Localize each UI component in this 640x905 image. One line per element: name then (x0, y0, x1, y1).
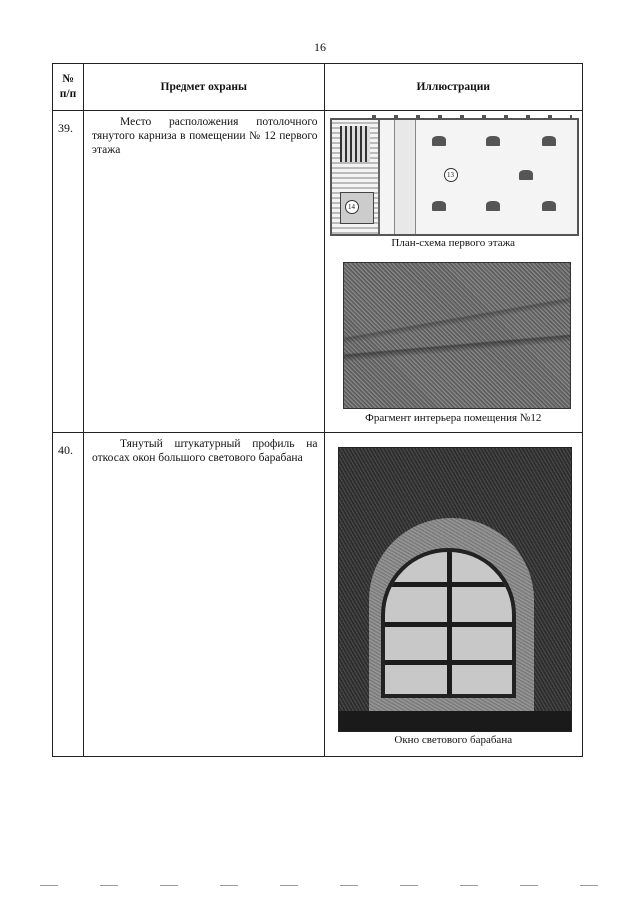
illustration-caption: Окно светового барабана (394, 734, 513, 746)
plan-ornament (432, 136, 446, 146)
row-illustrations (324, 111, 583, 433)
window-photo (338, 447, 572, 732)
table-row (53, 111, 583, 433)
floor-plan-image (330, 118, 579, 236)
plan-label-13: 13 (444, 168, 458, 182)
plan-ornament (542, 136, 556, 146)
interior-photo (343, 262, 571, 409)
plan-window-marks (372, 115, 572, 119)
row-subject: Место расположения потолочного тянутого карниза в помещении № 12 первого этажа (84, 111, 324, 433)
row-illustrations (324, 433, 583, 757)
table-row (53, 433, 583, 757)
window-sill (339, 711, 571, 731)
illustration-caption: План-схема первого этажа (391, 237, 516, 249)
illustration-caption: Фрагмент интерьера помещения №12 (365, 412, 542, 424)
page-number: 16 (314, 40, 326, 54)
plan-label-14: 14 (345, 200, 359, 214)
plan-hall (424, 126, 569, 224)
header-illustrations: Иллюстрации (324, 64, 583, 111)
window-transom (385, 660, 512, 665)
plan-staircase (340, 126, 370, 162)
plan-ornament (486, 136, 500, 146)
window-transom (385, 622, 512, 627)
row-number: 40. (53, 433, 84, 757)
header-subject: Предмет охраны (84, 64, 324, 111)
plan-ornament (486, 201, 500, 211)
header-number-line2: п/п (59, 88, 77, 100)
table-header-row (53, 64, 583, 111)
scan-artifact (40, 885, 600, 886)
protected-items-table (52, 63, 583, 757)
plan-ornament (432, 201, 446, 211)
header-number-line1: № (62, 73, 74, 85)
plan-ornament (519, 170, 533, 180)
row-subject: Тянутый штукатурный профиль на откосах окон большого светового барабана (84, 433, 324, 757)
plan-ornament (542, 201, 556, 211)
arched-window (381, 548, 516, 698)
row-number: 39. (53, 111, 84, 433)
plan-corridor (394, 120, 416, 234)
header-number (53, 64, 84, 111)
window-transom (385, 582, 512, 587)
